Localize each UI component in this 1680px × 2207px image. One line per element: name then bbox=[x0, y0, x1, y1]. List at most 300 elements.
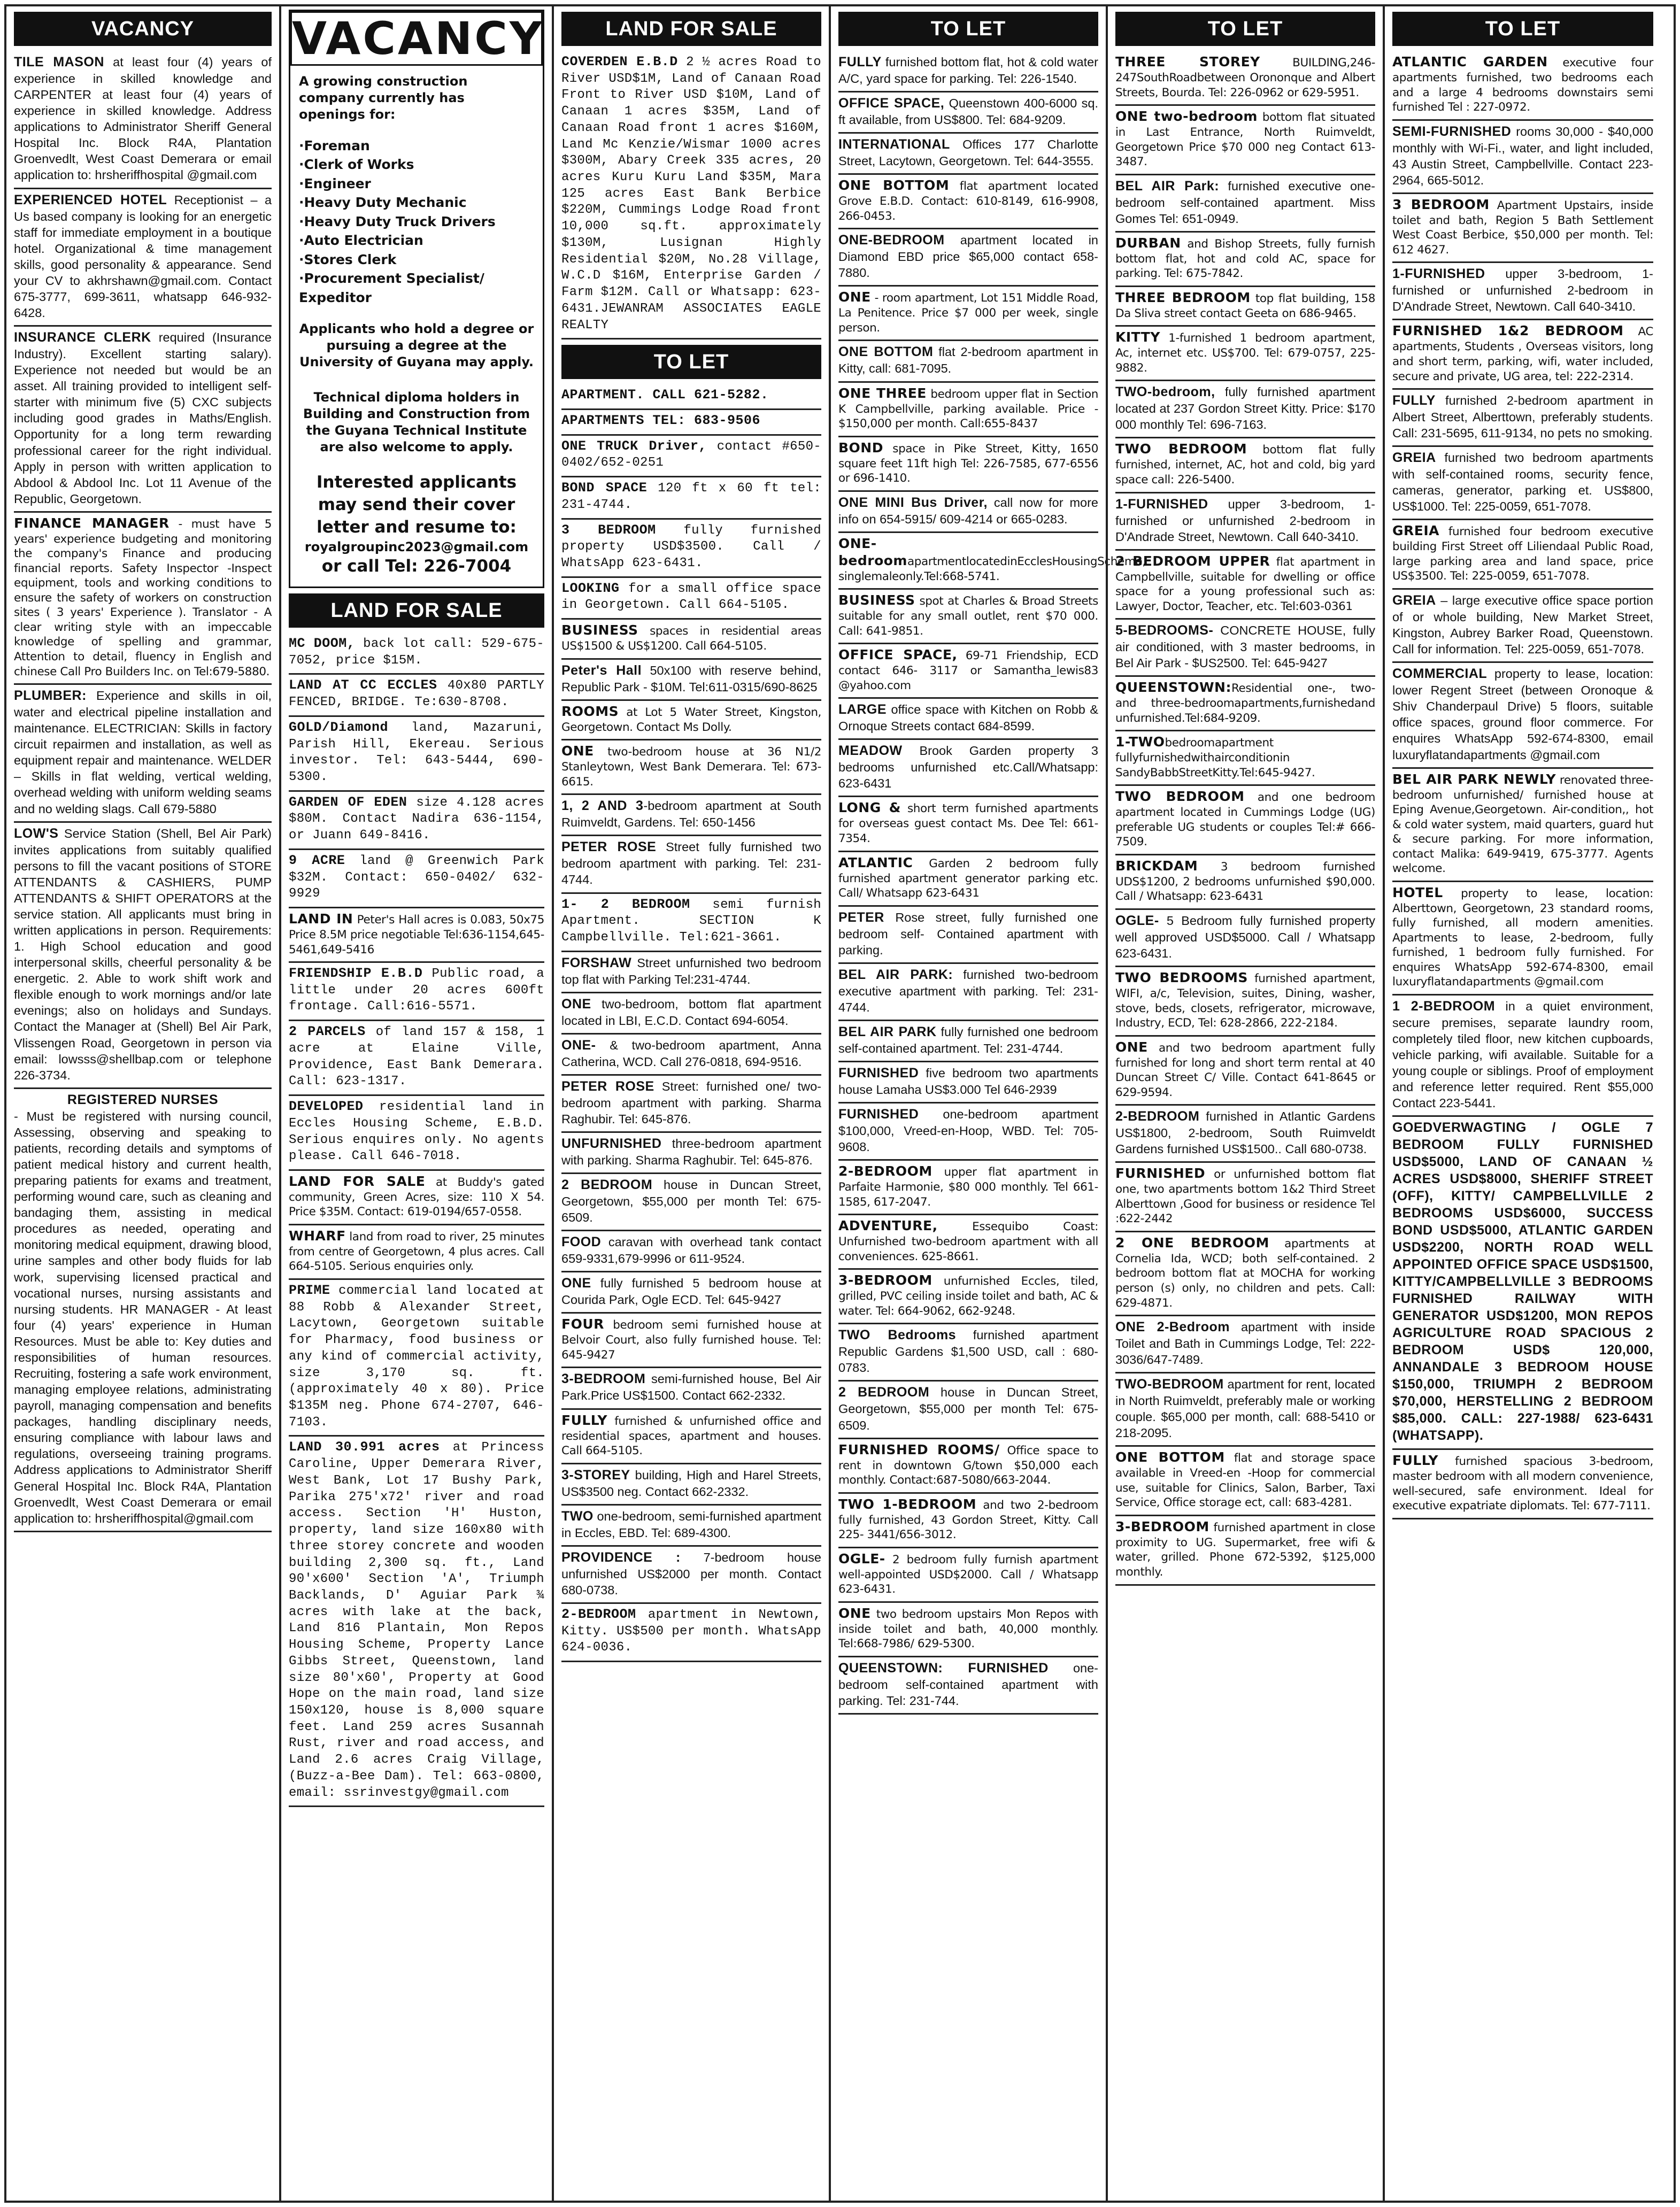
ad-body: property to lease, location: lower Regent Street (between Oronoque & Shiv Chanderpaul Drive) 5 floors, suitable office spaces, ground floor commerce. For enquires WhatsApp 592-674-8300, email luxuryflatandapartments @gmail.com bbox=[1392, 667, 1653, 762]
ad-body: 50x100 with reserve behind, Republic Park - $10M. Tel:611-0315/690-8625 bbox=[561, 663, 822, 694]
classified-ad bbox=[838, 644, 1098, 699]
ad-lead: HOTEL bbox=[1392, 884, 1443, 900]
ad-lead: BUSINESS bbox=[838, 592, 915, 608]
ad-body: back lot call: 529-675-7052, price $15M. bbox=[289, 636, 544, 668]
ad-body: bedroom semi furnished house at Belvoir Court, also fully furnished house. Tel: 645-9427 bbox=[561, 1318, 821, 1362]
ad-body: Rose street, fully furnished one bedroom self- Contained apartment with parking. bbox=[838, 910, 1098, 957]
section-header: TO LET bbox=[1115, 12, 1375, 46]
classified-ad bbox=[838, 907, 1098, 964]
ad-lead: GREIA bbox=[1392, 450, 1436, 466]
ad-body: unfurnished Eccles, tiled, grilled, PVC ceiling inside toilet and bath, AC & water. Tel: 664-9062, 662-9248. bbox=[838, 1275, 1098, 1318]
classified-ad bbox=[838, 51, 1098, 92]
ad-body: 120 ft x 60 ft tel: 231-4744. bbox=[561, 481, 822, 512]
classified-ad bbox=[561, 520, 821, 578]
classified-ad bbox=[561, 1035, 821, 1076]
classified-ad bbox=[1392, 520, 1653, 590]
classified-ad bbox=[14, 51, 272, 189]
ad-body: or unfurnished bottom flat one, two apartments bottom 1&2 Third Street Alberttown ,Good for business or residence Tel :622-2442 bbox=[1115, 1168, 1375, 1226]
ad-body: Peter's Hall acres is 0.083, 50x75 Price 8.5M price negotiable Tel:636-1154,645-5461,649-5416 bbox=[289, 913, 544, 956]
ad-body: residential land in Eccles Housing Scheme, E.B.D. Serious enquires only. No agents please. Call 646-7018. bbox=[289, 1100, 544, 1164]
classified-ad bbox=[561, 740, 821, 795]
classified-ad bbox=[838, 134, 1098, 175]
ad-body: CONCRETE HOUSE, fully air conditioned, with 3 master bedrooms, in Bel Air Park - $US2500. Tel: 645-9427 bbox=[1115, 623, 1375, 670]
ad-lead: PETER ROSE bbox=[561, 1078, 654, 1094]
position-item: ·Heavy Duty Truck Drivers bbox=[299, 213, 496, 229]
classified-ad bbox=[1392, 663, 1653, 768]
ad-body: house in Duncan Street, Georgetown, $55,000 per month Tel: 675-6509. bbox=[838, 1385, 1099, 1432]
ad-body: - room apartment, Lot 151 Middle Road, La Penitence. Price $7 000 per week, single person. bbox=[838, 291, 1098, 335]
degree-note: Applicants who hold a degree or pursuing a degree at the University of Guyana may apply. bbox=[299, 321, 534, 370]
ad-lead: ONE TRUCK Driver, bbox=[561, 438, 707, 454]
classified-ad bbox=[14, 189, 272, 327]
ad-body: land from road to river, 25 minutes from centre of Georgetown, 4 plus acres. Call 664-5105. Serious enquiries only. bbox=[289, 1230, 544, 1274]
classified-ad bbox=[1115, 1447, 1375, 1516]
ad-lead: ONE bbox=[838, 1605, 871, 1621]
classified-ad bbox=[561, 51, 821, 339]
ad-body: bedroom upper flat in Section K Campbellville, parking available. Price - $150,000 per month. Call:655-8437 bbox=[838, 387, 1098, 431]
ad-body: semi furnish Apartment. SECTION K Campbellville. Tel:621-3661. bbox=[561, 897, 821, 945]
ad-body: furnished two-bedroom executive apartment with parking. Tel: 231-4744. bbox=[838, 967, 1098, 1014]
classified-ad bbox=[561, 1231, 821, 1272]
application-cta: Interested applicants may send their cover letter and resume to: bbox=[316, 473, 517, 537]
ad-lead: BUSINESS bbox=[561, 622, 638, 638]
ad-lead: DURBAN bbox=[1115, 235, 1181, 251]
ad-lead: ONE-bedroom bbox=[838, 535, 907, 568]
classified-ad bbox=[14, 513, 272, 685]
ad-body: and two bedroom apartment fully furnished for long and short term rental at 40 Duncan Street C/ Ville. Contact 641-8645 or 629-9594. bbox=[1115, 1041, 1375, 1099]
ad-lead: LOW'S bbox=[14, 825, 59, 841]
ad-lead: THREE STOREY bbox=[1115, 54, 1260, 70]
ad-body: furnished in Atlantic Gardens US$1800, 2-bedroom, South Ruimveldt Gardens furnished US$1500.. Call 680-0738. bbox=[1115, 1109, 1375, 1156]
classified-column bbox=[279, 6, 552, 2201]
ad-lead: FURNISHED bbox=[1115, 1166, 1206, 1182]
ad-lead: ONE bbox=[1115, 1039, 1148, 1055]
classified-ad bbox=[561, 1174, 821, 1231]
ad-body: - must have 5 years' experience budgeting and monitoring the company's Finance and producing financial reports. Safety Inspector -Inspect equipment, tools and working conditions to ensure the safety of workers on construction sites ( 3 years' Experience ). Translator - A clear writing style with an impeccable knowledge of spelling and grammar, Attention to detail, fluency in English and chinese Call Pro Builders Inc. on Tel:679-5880. bbox=[14, 517, 272, 678]
ad-lead: PETER bbox=[838, 909, 884, 925]
classified-ad bbox=[1115, 620, 1375, 677]
ad-body: 2 ½ acres Road to River USD$1M, Land of Canaan Road Front to River USD $10M, Land of Canaan 1 acres $35M, Land of Canaan Road front 1 acres $160M, Land Mc Kenzie/Wismar 1000 acres $300M, Abary Creek 335 acres, 20 acres Kuru Kuru Land $35M, Mara 125 acres East Bank Berbice $220M, Cummings Lodge Road front 10,000 sq.ft. approximately $130M, Lusignan Highly Residential $20M, No.28 Village, W.C.D $16M, Enterprise Garden / Farm $12M. Call or Whatsapp: 623-6431.JEWANRAM ASSOCIATES EAGLE REALTY bbox=[561, 55, 821, 333]
classified-ad bbox=[14, 1089, 272, 1532]
ad-lead: THREE BEDROOM bbox=[1115, 289, 1251, 305]
vacancy-intro: A growing construction company currently has openings for: bbox=[299, 74, 468, 122]
ad-body: 40x80 PARTLY FENCED, BRIDGE. Te:630-8708. bbox=[289, 678, 544, 710]
ad-body: upper 3-bedroom, 1-furnished or unfurnished 2-bedroom in D'Andrade Street, Newtown. Call 640-3410. bbox=[1392, 267, 1653, 314]
ad-lead: BEL AIR PARK NEWLY bbox=[1392, 771, 1556, 787]
ad-body: apartment for rent, located in North Ruimveldt, preferably male or working couple. $65,000 per month, call: 688-5410 or 218-2095. bbox=[1115, 1377, 1375, 1440]
ad-body: 1-furnished 1 bedroom apartment, Ac, internet etc. US$700. Tel: 679-0757, 225-9882. bbox=[1115, 331, 1375, 375]
ad-body: at Buddy's gated community, Green Acres, size: 110 X 54. Price $35M. Contact: 619-0194/657-0558. bbox=[289, 1175, 544, 1219]
ad-body: furnished spacious 3-bedroom, master bedroom with all modern convenience, well-secured, safe environment. Ideal for executive expatriate diplomats. Tel: 677-7111. bbox=[1392, 1455, 1653, 1513]
ad-lead: ONE 2-Bedroom bbox=[1115, 1319, 1230, 1335]
ad-lead: INSURANCE CLERK bbox=[14, 330, 151, 345]
classified-ad bbox=[1115, 493, 1375, 551]
ad-lead: TWO BEDROOM bbox=[1115, 441, 1247, 457]
ad-lead: ONE- bbox=[561, 1037, 596, 1053]
ad-lead: ATLANTIC bbox=[838, 854, 913, 870]
ad-lead: OGLE- bbox=[838, 1550, 885, 1566]
ad-body: two bedroom upstairs Mon Repos with inside toilet and bath, 40,000 monthly. Tel:668-7986/ 629-5300. bbox=[838, 1607, 1098, 1651]
classified-ad bbox=[289, 1021, 544, 1096]
classified-ad bbox=[1115, 677, 1375, 731]
ad-lead: TWO 1-BEDROOM bbox=[838, 1496, 977, 1512]
ad-body: three-bedroom apartment with parking. Sharma Raghubir. Tel: 645-876. bbox=[561, 1137, 821, 1168]
ad-lead: LAND FOR SALE bbox=[289, 1173, 426, 1189]
classified-ad bbox=[14, 327, 272, 513]
ad-lead: FULLY bbox=[561, 1412, 607, 1428]
classified-ad bbox=[838, 287, 1098, 341]
ad-body: call now for more info on 654-5915/ 609-4214 or 665-0283. bbox=[838, 495, 1098, 526]
ad-body: land, Mazaruni, Parish Hill, Ekereau. Serious investor. Tel: 643-5444, 690-5300. bbox=[289, 720, 544, 784]
classified-ad bbox=[838, 1657, 1098, 1715]
ad-lead: LAND IN bbox=[289, 911, 353, 927]
section-header: TO LET bbox=[561, 345, 821, 379]
ad-lead: 2-BEDROOM bbox=[561, 1606, 636, 1622]
classified-ad bbox=[1392, 447, 1653, 520]
ad-body: bedroomapartment fullyfurnishedwithairconditionin SandyBabbStreetKitty.Tel:645-9427. bbox=[1115, 736, 1315, 780]
ad-lead: COVERDEN E.B.D bbox=[561, 54, 678, 70]
classified-ad bbox=[1392, 882, 1653, 996]
classified-ad bbox=[838, 533, 1146, 590]
classified-ad bbox=[561, 1368, 821, 1409]
classified-ad bbox=[1115, 1163, 1375, 1232]
classified-ad bbox=[1392, 1117, 1653, 1450]
ad-body: semi-furnished house, Bel Air Park.Price US$1500. Contact 662-2332. bbox=[561, 1372, 821, 1403]
vacancy-title: VACANCY bbox=[290, 11, 543, 66]
ad-lead: TWO-bedroom, bbox=[1115, 384, 1215, 400]
classified-column bbox=[1383, 6, 1661, 2201]
ad-body: flat 2-bedroom apartment in Kitty, call: 681-7095. bbox=[838, 345, 1098, 376]
ad-lead: OFFICE SPACE, bbox=[838, 96, 945, 111]
classified-ad bbox=[1115, 1373, 1375, 1447]
ad-lead: COMMERCIAL bbox=[1392, 666, 1488, 682]
ad-lead: LARGE bbox=[838, 702, 887, 717]
ad-lead: EXPERIENCED HOTEL bbox=[14, 192, 167, 207]
ad-body: executive four apartments furnished, two bedrooms each and a large 4 bedrooms downstairs semi furnished Tel : 227-0972. bbox=[1392, 56, 1653, 114]
ad-body: contact #650-0402/652-0251 bbox=[561, 439, 821, 470]
classified-ad bbox=[561, 660, 821, 701]
ad-lead: ATLANTIC GARDEN bbox=[1392, 54, 1548, 70]
ad-lead: QUEENSTOWN: bbox=[1115, 680, 1231, 696]
classified-ad bbox=[1392, 996, 1653, 1117]
ad-lead: FURNISHED ROOMS/ bbox=[838, 1441, 1000, 1457]
ad-body: of land 157 & 158, 1 acre at Elaine Ville, Providence, East Bank Demerara. Call: 623-1317. bbox=[289, 1025, 545, 1089]
ad-lead: 3-BEDROOM bbox=[561, 1371, 646, 1387]
ad-body: flat apartment in Campbellville, suitable for dwelling or office space for a young professional such as: Lawyer, Doctor, Teacher, etc. Tel:603-0361 bbox=[1115, 555, 1375, 613]
ad-lead: TWO Bedrooms bbox=[838, 1328, 957, 1343]
classified-ad bbox=[561, 795, 821, 836]
ad-body: flat and storage space available in Vreed-en -Hoop for commercial use, suitable for Clinics, Salon, Barber, Taxi Service, Office storage ect, call: 683-4281. bbox=[1115, 1452, 1375, 1510]
classified-ad bbox=[561, 894, 821, 952]
classified-ad bbox=[289, 963, 544, 1021]
ad-lead: 2 BEDROOM bbox=[561, 1177, 653, 1193]
classified-ad bbox=[14, 823, 272, 1089]
ad-body: fully furnished apartment located at 237 Gordon Street Kitty. Price: $170 000 monthly Tel: 696-7163. bbox=[1115, 385, 1375, 432]
ad-body: for a small office space in Georgetown. Call 664-5105. bbox=[561, 581, 821, 613]
ad-body: Street unfurnished two bedroom top flat with Parking Tel:231-4744. bbox=[561, 955, 821, 986]
classified-ad bbox=[1392, 194, 1653, 264]
classified-ad bbox=[838, 229, 1098, 287]
classified-ad bbox=[838, 1494, 1098, 1548]
classified-ad bbox=[289, 675, 544, 716]
position-item: ·Engineer bbox=[299, 175, 371, 191]
section-header: VACANCY bbox=[14, 12, 272, 46]
ad-body: apartmentlocatedinEcclesHousingScheme, singlemaleonly.Tel:668-5741. bbox=[838, 554, 1146, 583]
ad-lead: UNFURNISHED bbox=[561, 1136, 662, 1152]
ad-body: caravan with overhead tank contact 659-9331,679-9996 or 611-9524. bbox=[561, 1235, 821, 1266]
classified-ad bbox=[1392, 390, 1653, 447]
classified-ad bbox=[289, 850, 544, 908]
classified-ad bbox=[838, 1439, 1098, 1494]
classified-ad bbox=[838, 1021, 1098, 1062]
section-header: TO LET bbox=[838, 12, 1098, 46]
classified-ad bbox=[1392, 769, 1653, 882]
classified-ad bbox=[1392, 51, 1653, 121]
ad-lead: ONE bbox=[838, 289, 871, 305]
ad-body: furnished 2-bedroom apartment in Albert Street, Alberttown, preferably students. Call: 231-5695, 611-9134, no pets no smoking. bbox=[1392, 393, 1653, 441]
ad-lead: TWO BEDROOMS bbox=[1115, 970, 1248, 986]
classified-ad bbox=[561, 836, 821, 893]
ad-body: 2 bedroom fully furnish apartment well-appointed USD$2000. Call / Whatsapp 623-6431. bbox=[838, 1553, 1098, 1596]
position-item: ·Auto Electrician bbox=[299, 233, 423, 249]
ad-lead: APARTMENT. CALL 621-5282. bbox=[561, 387, 769, 403]
ad-body: upper 3-bedroom, 1-furnished or unfurnished 2-bedroom in D'Andrade Street, Newtown. Call 640-3410. bbox=[1115, 497, 1375, 544]
ad-lead: GARDEN OF EDEN bbox=[289, 794, 407, 810]
classified-ad bbox=[1115, 786, 1375, 855]
ad-body: apartment in Newtown, Kitty. US$500 per month. WhatsApp 624-0036. bbox=[561, 1607, 821, 1655]
ad-body: top flat building, 158 Da Sliva street contact Geeta on 686-9465. bbox=[1115, 291, 1375, 320]
ad-body: - Must be registered with nursing council, Assessing, observing and speaking to patients, recording details and symptoms of patient medical history and current health, preparing patients for exams and treatment, performing wound care, such as cleaning and bandaging them, assisting in medical procedures as needed, operating and monitoring medical equipment, drawing blood, urine samples and other body fluids for lab work, supervising licensed practical and vocational nurses, nursing assistants and nursing students. HR MANAGER - At least four (4) years' experience in Human Resources. Must be able to: Key duties and responsibilities of human resources. Recruiting, fostering a safe work environment, managing employee relations, administrating payroll, managing compensation and benefits packages, handling disciplinary needs, ensuring compliance with labour laws and regulations, overseeing training programs. Address applications to Administrator Sheriff General Hospital Inc. Block R4A, Plantation Groenvedlt, West Coast Demerara or email application to: hrsheriffhospital@gmail.com bbox=[14, 1109, 272, 1525]
classified-ad bbox=[561, 1410, 821, 1464]
ad-lead: FOUR bbox=[561, 1316, 604, 1332]
ad-body: and one bedroom apartment located in Cummings Lodge (UG) preferable UG students or couples Tel:# 666-7509. bbox=[1115, 791, 1375, 849]
ad-lead: ADVENTURE, bbox=[838, 1218, 938, 1234]
classified-ad bbox=[1392, 1450, 1653, 1519]
position-item: ·Procurement Specialist/ Expeditor bbox=[299, 271, 484, 305]
ad-lead: 1-FURNISHED bbox=[1115, 496, 1208, 512]
ad-lead: 2-BEDROOM bbox=[838, 1163, 933, 1179]
classified-ad bbox=[1392, 263, 1653, 320]
ad-body: in a quiet environment, secure premises, separate laundry room, completely tiled floor, new kitchen cupboards, vehicle parking, wifi available. Suitable for a young couple or siblings. Proof of employment and reference letter required. Rent $55,000 Contact 223-5441. bbox=[1392, 999, 1653, 1110]
position-list bbox=[299, 136, 534, 307]
ad-lead: ONE BOTTOM bbox=[1115, 1449, 1225, 1465]
ad-body: flat apartment located Grove E.B.D. Contact: 610-8149, 616-9908, 266-0453. bbox=[838, 180, 1099, 223]
ad-body: fully furnished property USD$3500. Call / WhatsApp 623-6431. bbox=[561, 523, 821, 570]
ad-body: Experience and skills in oil, water and electrical pipeline installation and maintenance. ELECTRICIAN: Skills in factory circuit repairmen and installation, as well as equipment repair and maintenance. WELDER – Skills in flat welding, vertical welding, overhead welding with uniform welding seams and no welding slags. Call 679-5880 bbox=[14, 689, 272, 816]
ad-lead: FURNISHED 1&2 BEDROOM bbox=[1392, 323, 1624, 339]
vacancy-ad-box bbox=[289, 10, 544, 588]
classified-ad bbox=[838, 1215, 1098, 1270]
ad-body: property to lease, location: Alberttown, Georgetown, 23 standard rooms, fully furnished, all modern amenities. Apartments to lease, 2-bedroom, fully furnished, 1 bedroom fully furnished. For enquires WhatsApp 592-674-8300, email luxuryflatandapartments @gmail.com bbox=[1392, 886, 1653, 989]
ad-lead: 9 ACRE bbox=[289, 852, 345, 868]
ad-body: furnished four bedroom executive building First Street off Liliendaal Public Road, large parking area and land space, price US$3500. Tel: 225-0059, 651-7078. bbox=[1392, 525, 1653, 583]
classified-ad bbox=[838, 740, 1098, 797]
ad-lead: PRIME bbox=[289, 1283, 330, 1298]
ad-lead: DEVELOPED bbox=[289, 1099, 364, 1115]
ad-lead: WHARF bbox=[289, 1228, 346, 1244]
ad-body: 3 bedroom furnished UDS$1200, 2 bedrooms unfurnished $90,000. Call / Whatsapp: 623-6431 bbox=[1115, 860, 1375, 904]
ad-lead: 2 ONE BEDROOM bbox=[1115, 1234, 1269, 1251]
ad-lead: Peter's Hall bbox=[561, 662, 642, 678]
ad-lead: FOOD bbox=[561, 1234, 602, 1250]
ad-body: house in Duncan Street, Georgetown, $55,000 per month Tel: 675-6509. bbox=[561, 1178, 822, 1225]
ad-lead: 2-BEDROOM bbox=[1115, 1109, 1200, 1124]
classified-ad bbox=[561, 578, 821, 620]
ad-lead: SEMI-FURNISHED bbox=[1392, 124, 1512, 139]
classified-column bbox=[1106, 6, 1383, 2201]
ad-body: Residential one-, two- and three-bedroomapartments,furnishedand unfurnished.Tel:684-9209. bbox=[1115, 682, 1375, 725]
ad-lead: BRICKDAM bbox=[1115, 858, 1198, 874]
ad-lead: ONE-BEDROOM bbox=[838, 233, 945, 248]
classified-ad bbox=[838, 1324, 1098, 1382]
section-header: TO LET bbox=[1392, 12, 1653, 46]
ad-lead: MEADOW bbox=[838, 743, 903, 759]
classified-ad bbox=[561, 1464, 821, 1506]
ad-body: bottom flat fully furnished, internet, AC, hot and cold, big yard space call: 226-5400. bbox=[1115, 443, 1375, 487]
contact-email[interactable]: royalgroupinc2023@gmail.com bbox=[304, 539, 529, 554]
ad-lead: FRIENDSHIP E.B.D bbox=[289, 966, 423, 982]
ad-lead: BOND SPACE bbox=[561, 480, 648, 496]
classified-ad bbox=[1392, 320, 1653, 390]
ad-lead: FULLY bbox=[1392, 1453, 1438, 1469]
classified-ad bbox=[1115, 967, 1375, 1037]
ad-lead: FULLY bbox=[1392, 393, 1436, 408]
ad-body: Public road, a little under 20 acres 600ft frontage. Call:616-5571. bbox=[289, 967, 544, 1014]
classified-ad bbox=[561, 384, 821, 410]
ad-lead: ONE MINI Bus Driver, bbox=[838, 495, 988, 510]
ad-body: one-bedroom, semi-furnished apartment in Eccles, EBD. Tel: 689-4300. bbox=[561, 1509, 821, 1540]
ad-body: furnished bottom flat, hot & cold water A/C, yard space for parking. Tel: 226-1540. bbox=[838, 55, 1098, 86]
classified-ad bbox=[561, 952, 821, 993]
classified-ad bbox=[838, 1270, 1098, 1324]
ad-lead: ONE BOTTOM bbox=[838, 344, 934, 360]
ad-lead: FORSHAW bbox=[561, 955, 632, 970]
ad-lead: ONE THREE bbox=[838, 385, 927, 401]
ad-lead: FULLY bbox=[838, 55, 882, 70]
ad-lead: 3-STOREY bbox=[561, 1467, 630, 1483]
ad-body: Queenstown 400-6000 sq. ft available, from US$800. Tel: 684-9209. bbox=[838, 96, 1098, 127]
ad-lead: OFFICE SPACE, bbox=[838, 647, 958, 663]
classified-ad bbox=[289, 792, 544, 850]
ad-lead: INTERNATIONAL bbox=[838, 137, 950, 152]
classified-column bbox=[552, 6, 829, 2201]
classified-ad bbox=[838, 964, 1098, 1021]
ad-body: Apartment Upstairs, inside toilet and bath, Region 5 Bath Settlement West Coast Berbice, $50,000 per month. Tel: 612 4627. bbox=[1392, 198, 1653, 257]
ad-lead: LONG & bbox=[838, 800, 901, 816]
classified-ad bbox=[289, 1225, 544, 1280]
classified-ad bbox=[838, 699, 1098, 740]
ad-lead: FURNISHED bbox=[838, 1065, 919, 1081]
ad-body: size 4.128 acres $80M. Contact Nadira 636-1154, or Juann 649-8416. bbox=[289, 795, 544, 843]
classified-ad bbox=[1115, 551, 1375, 620]
ad-body: Garden 2 bedroom fully furnished apartment generator parking etc. Call/ Whatsapp 623-6431 bbox=[838, 856, 1098, 900]
classified-column bbox=[6, 6, 279, 2201]
ad-lead: ONE bbox=[561, 743, 594, 759]
classified-ad bbox=[561, 1133, 821, 1174]
classified-ad bbox=[838, 383, 1098, 437]
classified-ad bbox=[1115, 855, 1375, 910]
classified-ad bbox=[561, 1604, 821, 1662]
ad-lead: PLUMBER: bbox=[14, 688, 87, 704]
ad-body: AC apartments, Students , Overseas visitors, long and short term, parking, wifi, water included, secure and private, UG area, tel: 222-2314. bbox=[1392, 325, 1653, 383]
classified-ad bbox=[1115, 51, 1375, 106]
classified-ad bbox=[561, 1272, 821, 1314]
ad-body: space in Pike Street, Kitty, 1650 square feet 11ft high Tel: 226-7585, 677-6556 or 696-1410. bbox=[838, 442, 1098, 485]
ad-body: -bedroom apartment at South Ruimveldt, Gardens. Tel: 650-1456 bbox=[561, 799, 821, 830]
ad-lead: ROOMS bbox=[561, 703, 619, 719]
classified-ad bbox=[561, 701, 821, 741]
classified-ad bbox=[838, 852, 1098, 907]
ad-lead: TWO bbox=[561, 1508, 594, 1524]
classified-ad bbox=[838, 437, 1098, 492]
ad-body: Essequibo Coast: Unfurnished two-bedroom apartment with all conveniences. 625-8661. bbox=[838, 1220, 1098, 1263]
classified-ad bbox=[1115, 233, 1375, 287]
ad-body: Street fully furnished two bedroom apartment with parking. Tel: 231-4744. bbox=[561, 840, 821, 887]
ad-body: fully furnished 5 bedroom house at Courida Park, Ogle ECD. Tel: 645-9427 bbox=[561, 1276, 821, 1307]
ad-lead: PETER ROSE bbox=[561, 839, 657, 855]
classified-ad bbox=[561, 1314, 821, 1368]
classified-ad bbox=[289, 717, 544, 792]
classified-ad bbox=[838, 797, 1098, 852]
ad-lead: TILE MASON bbox=[14, 55, 104, 70]
ad-lead: BOND bbox=[838, 439, 883, 456]
ad-lead: GREIA bbox=[1392, 592, 1436, 608]
classified-ad bbox=[1115, 1037, 1375, 1106]
ad-body: – large executive office space portion of or whole building, New Market Street, Kingston, Aubrey Barker Road, Queenstown. Call for information. Tel: 225-0059, 651-7078. bbox=[1392, 593, 1653, 657]
ad-lead: QUEENSTOWN: FURNISHED bbox=[838, 1660, 1049, 1676]
ad-lead: PROVIDENCE : bbox=[561, 1549, 681, 1565]
ad-body: and two 2-bedroom fully furnished, 43 Gordon Street, Kitty. Call 225- 3441/656-3012. bbox=[838, 1498, 1098, 1542]
classified-ad bbox=[561, 410, 821, 436]
ad-body: furnished apartment Republic Gardens $1,500 USD, call : 680-0783. bbox=[838, 1328, 1098, 1375]
classified-ad bbox=[1115, 438, 1375, 493]
classified-ad bbox=[561, 1506, 821, 1547]
classified-ad bbox=[1115, 1106, 1375, 1163]
ad-lead: 3 BEDROOM bbox=[1392, 196, 1490, 212]
ad-lead: MC DOOM, bbox=[289, 635, 356, 651]
classified-ad bbox=[289, 633, 544, 675]
ad-lead: ONE bbox=[561, 1276, 591, 1291]
ad-lead: 1-TWO bbox=[1115, 734, 1165, 750]
position-item: ·Foreman bbox=[299, 137, 370, 153]
ad-body: Service Station (Shell, Bel Air Park) invites applications from suitably qualified persons to fill the vacant positions of STORE ATTENDANTS & CASHIERS, PUMP ATTENDANTS & SHIFT OPERATORS at the service station. All applicants must bring in written applications in person. Requirements: 1. High School education and good interpersonal skills, cheerful personality & be energetic. 2. Able to work shift work and flexible enough to work mornings and/or late evenings; also on holidays and Sundays. Contact the Manager at (Shell) Bel Air Park, Vlissengen Road, Georgetown in person via email: lowsss@shellbap.com or telephone 226-3734. bbox=[14, 826, 272, 1082]
ad-body: furnished apartment in close proximity to UG. Supermarket, free wifi & water, grilled. Phone 672-5392, $125,000 monthly. bbox=[1115, 1521, 1375, 1579]
ad-lead: LAND AT CC ECCLES bbox=[289, 677, 437, 693]
ad-body: 69-71 Friendship, ECD contact 646- 3117 or Samantha_lewis83 @yahoo.com bbox=[838, 649, 1098, 692]
ad-body: apartment with inside Toilet and Bath in Cummings Lodge, Tel: 222-3036/647-7489. bbox=[1115, 1320, 1375, 1367]
classified-ad bbox=[1115, 1316, 1375, 1373]
classified-ad bbox=[838, 92, 1098, 134]
ad-body: building, High and Harel Streets, US$3500 neg. Contact 662-2332. bbox=[561, 1468, 821, 1499]
ad-body: Receptionist – a Us based company is looking for an energetic staff for immediate employment in a boutique hotel. Organizational & time management skills, good personality & appearance. Send your CV to akhrshawn@gmail.com. Contact 675-3777, 699-3611, whatsapp 646-932-6428. bbox=[14, 192, 272, 320]
ad-body: furnished two bedroom apartments with self-contained rooms, security fence, cameras, generator, parking et. US$800, US$1000. Tel: 225-0059, 651-7078. bbox=[1392, 451, 1653, 514]
classified-ad bbox=[289, 908, 544, 963]
classified-ad bbox=[838, 1161, 1098, 1215]
classified-ad bbox=[1392, 121, 1653, 194]
ad-lead: 3-BEDROOM bbox=[1115, 1518, 1209, 1534]
classified-ad bbox=[838, 175, 1098, 229]
classified-ad bbox=[561, 1547, 821, 1604]
classified-ad bbox=[561, 477, 821, 519]
ad-body: at Princess Caroline, Upper Demerara River, West Bank, Lot 17 Bushy Park, Parika 275'x72' river and road access. Section 'H' Huston, property, land size 160x80 with three storey concrete and wooden building 2,300 sq. ft., Land 90'x600' Section 'A', Triumph Backlands, D' Aguiar Park ¾ acres with lake at the back, Land 816 Plantain, Mon Repos Housing Scheme, Property Lance Gibbs Street, Queenstown, land size 80'x60', Property at Good Hope on the main road, land size 150x120, house is 8,000 square feet. Land 259 acres Susannah Rust, river and road access, and Land 2.6 acres Craig Village, (Buzz-a-Bee Dam). Tel: 663-0800, email: ssrinvestgy@gmail.com bbox=[289, 1440, 544, 1800]
classified-ad bbox=[1115, 731, 1375, 786]
ad-body: office space with Kitchen on Robb & Ornoque Streets contact 684-8599. bbox=[838, 703, 1098, 734]
classified-ad bbox=[1115, 1232, 1375, 1316]
classified-ad bbox=[1115, 327, 1375, 381]
ad-lead: ONE bbox=[561, 996, 591, 1012]
classified-ad bbox=[1115, 1516, 1375, 1586]
ad-body: spaces in residential areas US$1500 & US$1200. Call 664-5105. bbox=[561, 624, 821, 653]
